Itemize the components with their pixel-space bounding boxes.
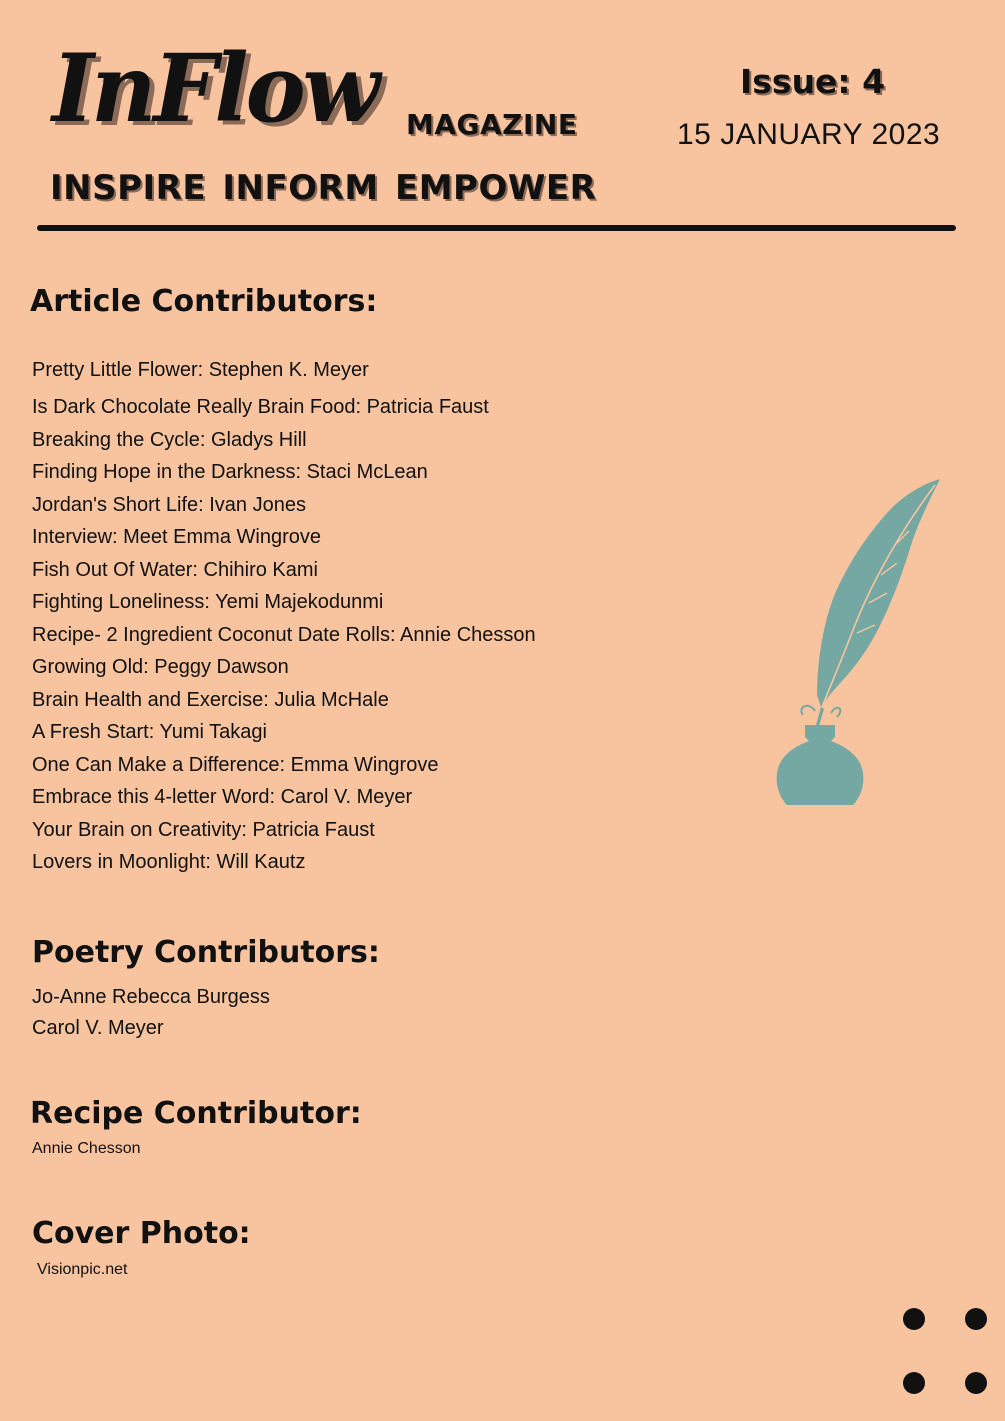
list-item: Jordan's Short Life: Ivan Jones <box>32 493 306 516</box>
issue-date: 15 JANUARY 2023 <box>677 118 941 151</box>
list-item: Interview: Meet Emma Wingrove <box>32 526 321 548</box>
dot-icon <box>903 1372 925 1394</box>
list-item: Jo-Anne Rebecca Burgess <box>32 986 270 1008</box>
dot-icon <box>903 1308 925 1330</box>
list-item: Finding Hope in the Darkness: Staci McLean <box>32 461 428 483</box>
list-item: Is Dark Chocolate Really Brain Food: Patricia Faust <box>32 396 489 418</box>
list-item: Lovers in Moonlight: Will Kautz <box>32 851 306 873</box>
issue-number: Issue: 4 <box>740 62 886 101</box>
poetry-contributors-list <box>32 984 270 1046</box>
magazine-logo: InFlow <box>52 33 378 144</box>
list-item: Carol V. Meyer <box>32 1017 164 1039</box>
list-item: Brain Health and Exercise: Julia McHale <box>32 688 389 711</box>
recipe-contributor-name: Annie Chesson <box>32 1140 141 1157</box>
poetry-contributors-heading: Poetry Contributors: <box>32 935 380 970</box>
list-item: Breaking the Cycle: Gladys Hill <box>32 428 307 451</box>
recipe-contributor-heading: Recipe Contributor: <box>30 1096 362 1131</box>
header-divider <box>37 225 956 231</box>
list-item: Embrace this 4-letter Word: Carol V. Meyer <box>32 786 413 808</box>
article-contributors-heading: Article Contributors: <box>30 284 378 319</box>
cover-photo-heading: Cover Photo: <box>32 1216 251 1251</box>
quill-inkpot-icon <box>775 475 945 810</box>
list-item: One Can Make a Difference: Emma Wingrove <box>32 753 439 776</box>
cover-photo-credit: Visionpic.net <box>37 1261 128 1278</box>
list-item: A Fresh Start: Yumi Takagi <box>32 721 267 743</box>
list-item: Your Brain on Creativity: Patricia Faust <box>32 818 375 841</box>
dot-icon <box>965 1308 987 1330</box>
list-item: Growing Old: Peggy Dawson <box>32 656 289 678</box>
magazine-label: MAGAZINE <box>406 108 578 141</box>
list-item: Pretty Little Flower: Stephen K. Meyer <box>32 359 369 381</box>
article-contributors-list <box>32 356 536 881</box>
tagline: INSPIRE INFORM EMPOWER <box>50 168 597 208</box>
list-item: Fish Out Of Water: Chihiro Kami <box>32 558 318 581</box>
list-item: Fighting Loneliness: Yemi Majekodunmi <box>32 591 384 613</box>
list-item: Recipe- 2 Ingredient Coconut Date Rolls: Annie Chesson <box>32 623 536 646</box>
dot-icon <box>965 1372 987 1394</box>
